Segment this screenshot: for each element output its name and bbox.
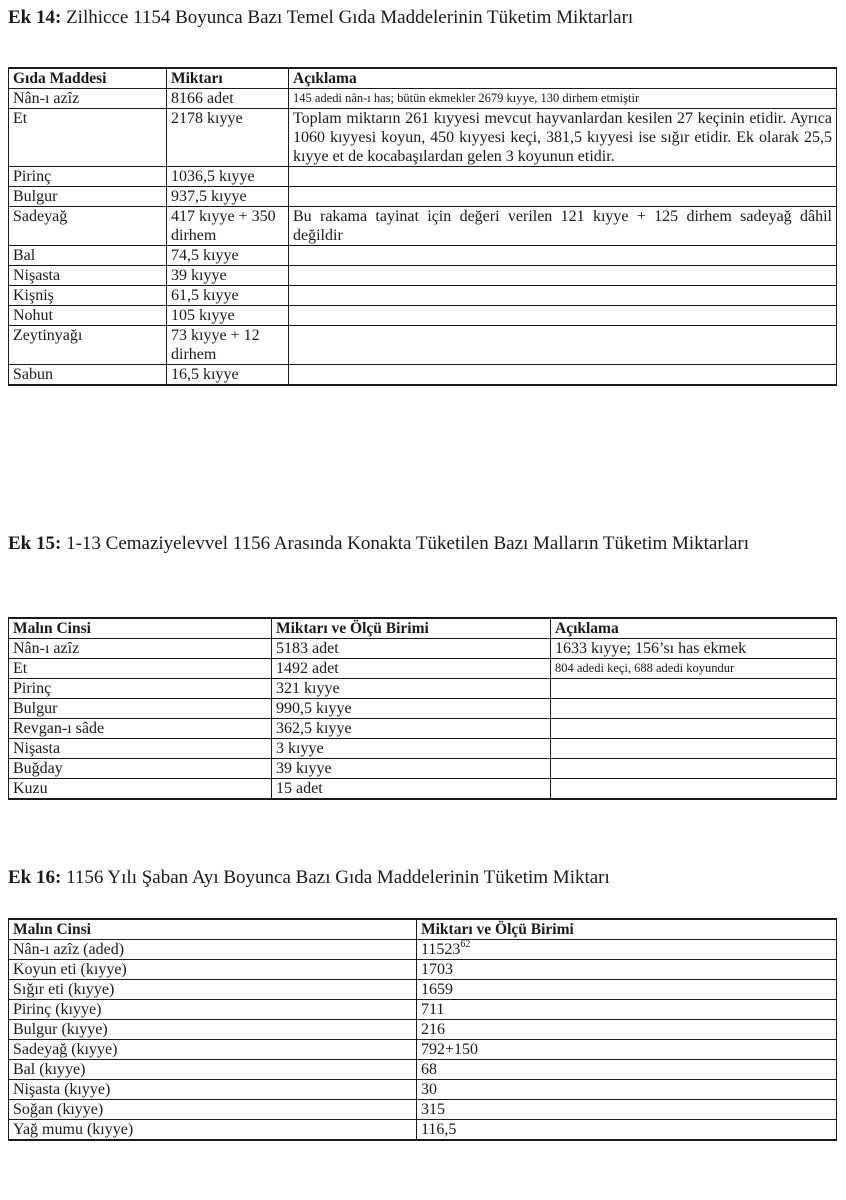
item-cell: Et [9, 109, 167, 167]
note-cell [551, 679, 837, 699]
footnote-marker: 62 [460, 939, 471, 950]
amount-cell: 5183 adet [272, 639, 551, 659]
amount-value: 792+150 [421, 1041, 479, 1058]
table-row [9, 109, 837, 167]
item-cell: Nişasta [9, 739, 272, 759]
amount-cell [417, 940, 837, 960]
item-cell: Pirinç [9, 167, 167, 187]
note-cell [289, 306, 837, 326]
table-row [9, 187, 837, 207]
table-row [9, 699, 837, 719]
amount-value: 1659 [421, 981, 453, 998]
ek15-title: 1-13 Cemaziyelevvel 1156 Arasında Konakta Tüketilen Bazı Malların Tüketim Miktarları [61, 533, 750, 554]
table-row [9, 89, 837, 109]
item-cell: Yağ mumu (kıyye) [9, 1120, 417, 1141]
item-cell: Zeytinyağı [9, 326, 167, 365]
amount-cell: 73 kıyye + 12 dirhem [167, 326, 289, 365]
column-header: Malın Cinsi [9, 618, 272, 639]
amount-cell [417, 1000, 837, 1020]
amount-value: 216 [421, 1021, 445, 1038]
item-cell: Kuzu [9, 779, 272, 800]
table-row [9, 1100, 837, 1120]
note-cell [289, 167, 837, 187]
table-row [9, 246, 837, 266]
item-cell: Et [9, 659, 272, 679]
column-header: Açıklama [289, 68, 837, 89]
item-cell: Sadeyağ (kıyye) [9, 1040, 417, 1060]
table-row [9, 266, 837, 286]
item-cell: Koyun eti (kıyye) [9, 960, 417, 980]
table-row [9, 719, 837, 739]
note-cell: 145 adedi nân-ı has; bütün ekmekler 2679 kıyye, 130 dirhem etmiştir [289, 89, 837, 109]
table-row [9, 365, 837, 386]
note-cell [289, 266, 837, 286]
amount-cell: 362,5 kıyye [272, 719, 551, 739]
amount-cell: 1036,5 kıyye [167, 167, 289, 187]
table-row [9, 1020, 837, 1040]
column-header: Gıda Maddesi [9, 68, 167, 89]
ek14-table [8, 67, 837, 386]
amount-value: 30 [421, 1081, 437, 1098]
amount-cell: 15 adet [272, 779, 551, 800]
table-row [9, 679, 837, 699]
item-cell: Nişasta (kıyye) [9, 1080, 417, 1100]
amount-cell: 2178 kıyye [167, 109, 289, 167]
table-row [9, 326, 837, 365]
ek14-label: Ek 14: [8, 7, 62, 28]
table-row [9, 286, 837, 306]
column-header: Açıklama [551, 618, 837, 639]
table-row [9, 940, 837, 960]
ek15-label: Ek 15: [8, 533, 62, 554]
amount-cell [417, 960, 837, 980]
item-cell: Revgan-ı sâde [9, 719, 272, 739]
table-row [9, 980, 837, 1000]
table-row [9, 1060, 837, 1080]
note-cell [551, 779, 837, 800]
item-cell: Nohut [9, 306, 167, 326]
table-row [9, 659, 837, 679]
ek16-caption [8, 866, 838, 890]
item-cell: Nişasta [9, 266, 167, 286]
amount-cell: 1492 adet [272, 659, 551, 679]
item-cell: Sadeyağ [9, 207, 167, 246]
table-header-row [9, 68, 837, 89]
ek16-table [8, 918, 837, 1141]
amount-cell [417, 1100, 837, 1120]
note-cell [551, 759, 837, 779]
table-row [9, 306, 837, 326]
amount-value: 1703 [421, 961, 453, 978]
table-row [9, 960, 837, 980]
ek16-title: 1156 Yılı Şaban Ayı Boyunca Bazı Gıda Maddelerinin Tüketim Miktarı [61, 867, 610, 888]
amount-cell [417, 980, 837, 1000]
amount-value: 116,5 [421, 1121, 457, 1138]
table-row [9, 779, 837, 800]
item-cell: Sığır eti (kıyye) [9, 980, 417, 1000]
table-row [9, 1080, 837, 1100]
ek14-title: Zilhicce 1154 Boyunca Bazı Temel Gıda Maddelerinin Tüketim Miktarları [61, 7, 634, 28]
table-row [9, 1120, 837, 1141]
amount-cell: 990,5 kıyye [272, 699, 551, 719]
item-cell: Pirinç [9, 679, 272, 699]
note-cell: 1633 kıyye; 156’sı has ekmek [551, 639, 837, 659]
table-row [9, 1000, 837, 1020]
note-cell [289, 326, 837, 365]
note-cell: Toplam miktarın 261 kıyyesi mevcut hayvanlardan kesilen 27 keçinin etidir. Ayrıca 1060 kıyyesi koyun, 450 kıyyesi keçi, 381,5 kıyyesi ise sığır etidir. Ek olarak 25,5 kıyye et de kocabaşılardan gelen 3 koyunun etidir. [289, 109, 837, 167]
note-cell [551, 699, 837, 719]
item-cell: Pirinç (kıyye) [9, 1000, 417, 1020]
amount-cell [417, 1020, 837, 1040]
ek16-label: Ek 16: [8, 867, 62, 888]
ek15-caption [8, 532, 838, 556]
table-row [9, 207, 837, 246]
table-row [9, 1040, 837, 1060]
column-header: Malın Cinsi [9, 919, 417, 940]
item-cell: Kişniş [9, 286, 167, 306]
amount-cell: 16,5 kıyye [167, 365, 289, 386]
note-cell [289, 286, 837, 306]
note-cell: Bu rakama tayinat için değeri verilen 121 kıyye + 125 dirhem sadeyağ dâhil değildir [289, 207, 837, 246]
amount-value: 11523 [421, 941, 461, 958]
amount-cell: 74,5 kıyye [167, 246, 289, 266]
item-cell: Bulgur [9, 699, 272, 719]
note-cell [289, 187, 837, 207]
item-cell: Sabun [9, 365, 167, 386]
table-row [9, 639, 837, 659]
table-row [9, 167, 837, 187]
item-cell: Bulgur (kıyye) [9, 1020, 417, 1040]
table-header-row [9, 618, 837, 639]
amount-cell [417, 1080, 837, 1100]
note-cell [551, 719, 837, 739]
amount-cell: 8166 adet [167, 89, 289, 109]
amount-value: 315 [421, 1101, 445, 1118]
table-header-row [9, 919, 837, 940]
item-cell: Bulgur [9, 187, 167, 207]
column-header: Miktarı [167, 68, 289, 89]
amount-cell: 321 kıyye [272, 679, 551, 699]
item-cell: Nân-ı azîz [9, 89, 167, 109]
table-row [9, 759, 837, 779]
item-cell: Buğday [9, 759, 272, 779]
ek14-caption [8, 6, 838, 30]
item-cell: Nân-ı azîz [9, 639, 272, 659]
note-cell [289, 365, 837, 386]
note-cell [289, 246, 837, 266]
amount-cell: 3 kıyye [272, 739, 551, 759]
amount-cell: 417 kıyye + 350 dirhem [167, 207, 289, 246]
amount-value: 68 [421, 1061, 437, 1078]
column-header: Miktarı ve Ölçü Birimi [417, 919, 837, 940]
item-cell: Bal (kıyye) [9, 1060, 417, 1080]
amount-cell: 39 kıyye [272, 759, 551, 779]
item-cell: Nân-ı azîz (aded) [9, 940, 417, 960]
amount-cell: 39 kıyye [167, 266, 289, 286]
amount-cell [417, 1040, 837, 1060]
amount-cell [417, 1060, 837, 1080]
item-cell: Soğan (kıyye) [9, 1100, 417, 1120]
item-cell: Bal [9, 246, 167, 266]
amount-value: 711 [421, 1001, 445, 1018]
table-row [9, 739, 837, 759]
amount-cell: 61,5 kıyye [167, 286, 289, 306]
ek15-table [8, 617, 837, 800]
amount-cell: 105 kıyye [167, 306, 289, 326]
amount-cell: 937,5 kıyye [167, 187, 289, 207]
column-header: Miktarı ve Ölçü Birimi [272, 618, 551, 639]
note-cell [551, 739, 837, 759]
amount-cell [417, 1120, 837, 1141]
note-cell: 804 adedi keçi, 688 adedi koyundur [551, 659, 837, 679]
